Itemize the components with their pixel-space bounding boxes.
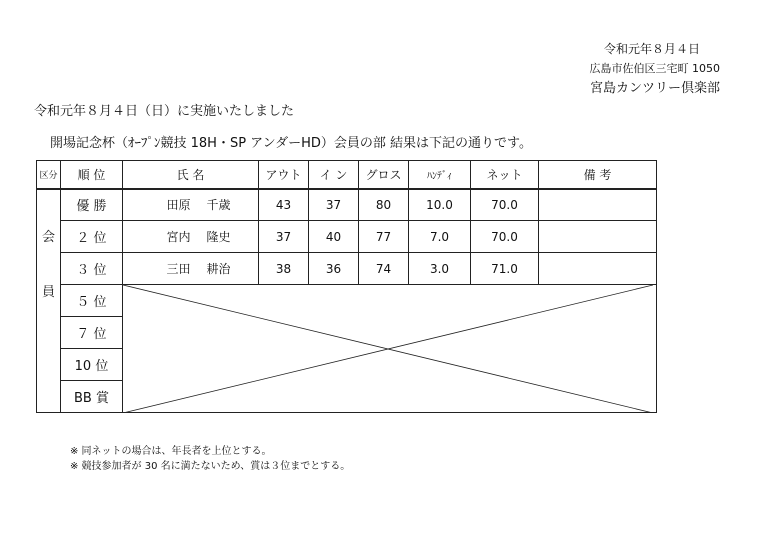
first-name: 千歳: [206, 198, 231, 213]
table-row: [37, 189, 657, 221]
remarks-cell: [539, 221, 657, 253]
last-name: 三田: [166, 262, 191, 276]
first-name: 耕治: [206, 262, 231, 276]
header-rank: 順 位: [61, 161, 123, 189]
header-category: 区分: [37, 161, 61, 189]
out-score: 38: [259, 253, 309, 285]
header-remarks: 備 考: [539, 161, 657, 189]
rank-cell: 優 勝: [61, 189, 123, 221]
rank-cell: ５ 位: [61, 285, 123, 317]
footnote: ※ 同ネットの場合は、年長者を上位とする。: [70, 446, 272, 457]
last-name: 宮内: [166, 230, 191, 244]
last-name: 田原: [166, 198, 191, 213]
header-name: 氏 名: [123, 161, 259, 189]
rank-cell: ２ 位: [61, 221, 123, 253]
player-name: [123, 189, 259, 221]
out-score: 37: [259, 221, 309, 253]
player-name: [123, 221, 259, 253]
handicap-value: 3.0: [409, 253, 471, 285]
header-handicap: ﾊﾝﾃﾞｨ: [409, 161, 471, 189]
category-char: 員: [41, 284, 55, 300]
in-score: 36: [309, 253, 359, 285]
header-in: イ ン: [309, 161, 359, 189]
table-row: [37, 253, 657, 285]
footnote: ※ 競技参加者が 30 名に満たないため、賞は３位までとする。: [70, 461, 351, 472]
rank-cell: ７ 位: [61, 317, 123, 349]
net-score: 70.0: [471, 189, 539, 221]
rank-cell: 10 位: [61, 349, 123, 381]
table-row: [37, 221, 657, 253]
header-net: ネット: [471, 161, 539, 189]
handicap-value: 10.0: [409, 189, 471, 221]
net-score: 71.0: [471, 253, 539, 285]
first-name: 隆史: [206, 230, 231, 244]
handicap-value: 7.0: [409, 221, 471, 253]
rank-cell: BB 賞: [61, 381, 123, 413]
remarks-cell: [539, 189, 657, 221]
in-score: 37: [309, 189, 359, 221]
club-address: 広島市佐伯区三宅町 1050: [589, 62, 720, 75]
header-row: [37, 161, 657, 189]
out-score: 43: [259, 189, 309, 221]
rank-cell: ３ 位: [61, 253, 123, 285]
gross-score: 74: [359, 253, 409, 285]
header-out: アウト: [259, 161, 309, 189]
intro-text: 令和元年８月４日（日）に実施いたしました: [34, 104, 295, 119]
cross-out-lines: [123, 285, 653, 413]
unused-area: [123, 285, 657, 413]
category-cell: [37, 189, 61, 413]
gross-score: 77: [359, 221, 409, 253]
net-score: 70.0: [471, 221, 539, 253]
remarks-cell: [539, 253, 657, 285]
club-name: 宮島カンツリー倶楽部: [589, 81, 720, 96]
in-score: 40: [309, 221, 359, 253]
player-name: [123, 253, 259, 285]
table-row: [37, 285, 657, 317]
gross-score: 80: [359, 189, 409, 221]
header-gross: グロス: [359, 161, 409, 189]
results-table: [36, 160, 657, 413]
document-date: 令和元年８月４日: [603, 42, 700, 56]
category-char: 会: [41, 229, 55, 245]
competition-title: 開場記念杯（ｵｰﾌﾟﾝ競技 18H・SP アンダーHD）会員の部 結果は下記の通りです。: [50, 136, 533, 151]
